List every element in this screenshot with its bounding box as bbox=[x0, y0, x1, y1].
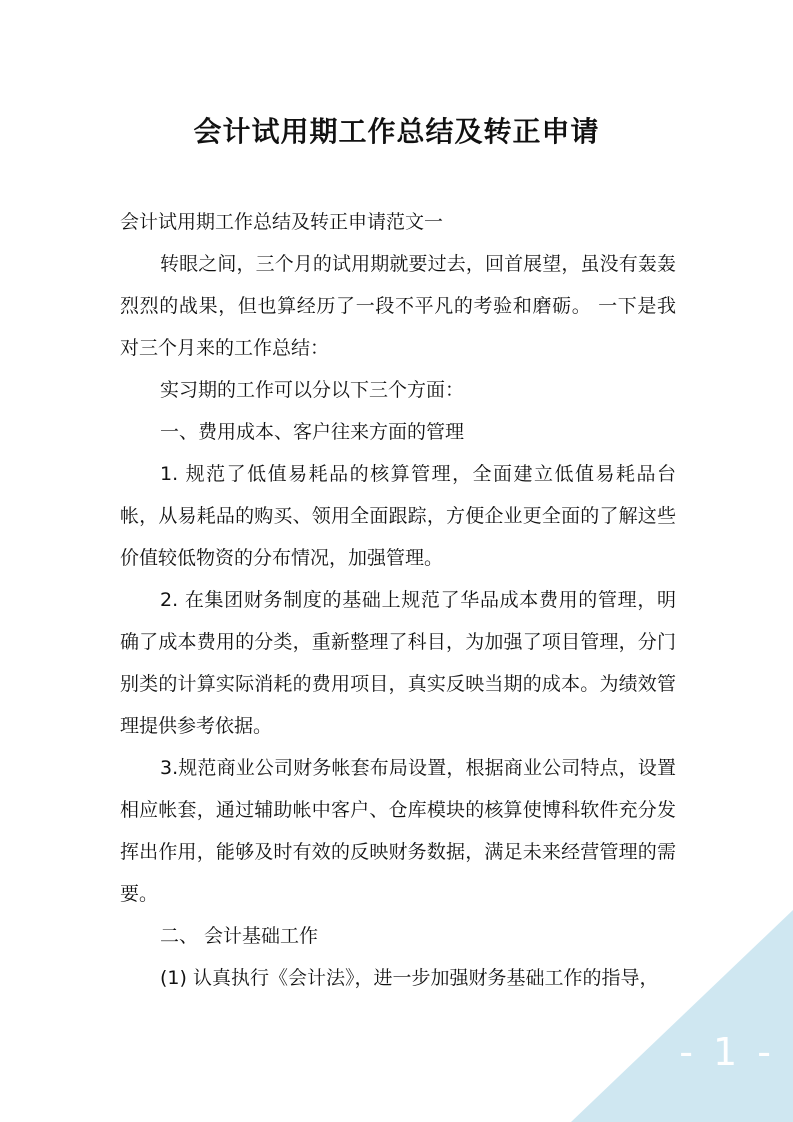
section-heading: 一、费用成本、客户往来方面的管理 bbox=[160, 421, 465, 443]
corner-decoration bbox=[571, 910, 793, 1122]
page-title: 会计试用期工作总结及转正申请 bbox=[193, 115, 600, 148]
page-number: - 1 - bbox=[679, 1030, 775, 1074]
paragraph: 3.规范商业公司财务帐套布局设置，根据商业公司特点，设置相应帐套，通过辅助帐中客户、仓库模块的核算使博科软件充分发挥出作用，能够及时有效的反映财务数据，满足未来经营管理的需要。 bbox=[120, 757, 676, 905]
document-body bbox=[120, 201, 676, 999]
paragraph: 转眼之间，三个月的试用期就要过去，回首展望，虽没有轰轰烈烈的战果，但也算经历了一段不平凡的考验和磨砺。 一下是我对三个月来的工作总结： bbox=[120, 253, 676, 359]
paragraph: 会计试用期工作总结及转正申请范文一 bbox=[120, 211, 444, 233]
paragraph: (1) 认真执行《会计法》，进一步加强财务基础工作的指导， bbox=[160, 967, 659, 989]
paragraph: 实习期的工作可以分以下三个方面： bbox=[160, 379, 465, 401]
section-heading: 二、 会计基础工作 bbox=[160, 925, 319, 947]
paragraph: 1. 规范了低值易耗品的核算管理，全面建立低值易耗品台帐，从易耗品的购买、领用全面跟踪，方便企业更全面的了解这些价值较低物资的分布情况，加强管理。 bbox=[120, 463, 676, 569]
paragraph: 2. 在集团财务制度的基础上规范了华品成本费用的管理，明确了成本费用的分类，重新整理了科目，为加强了项目管理，分门别类的计算实际消耗的费用项目，真实反映当期的成本。为绩效管理提供参考依据。 bbox=[120, 589, 676, 737]
